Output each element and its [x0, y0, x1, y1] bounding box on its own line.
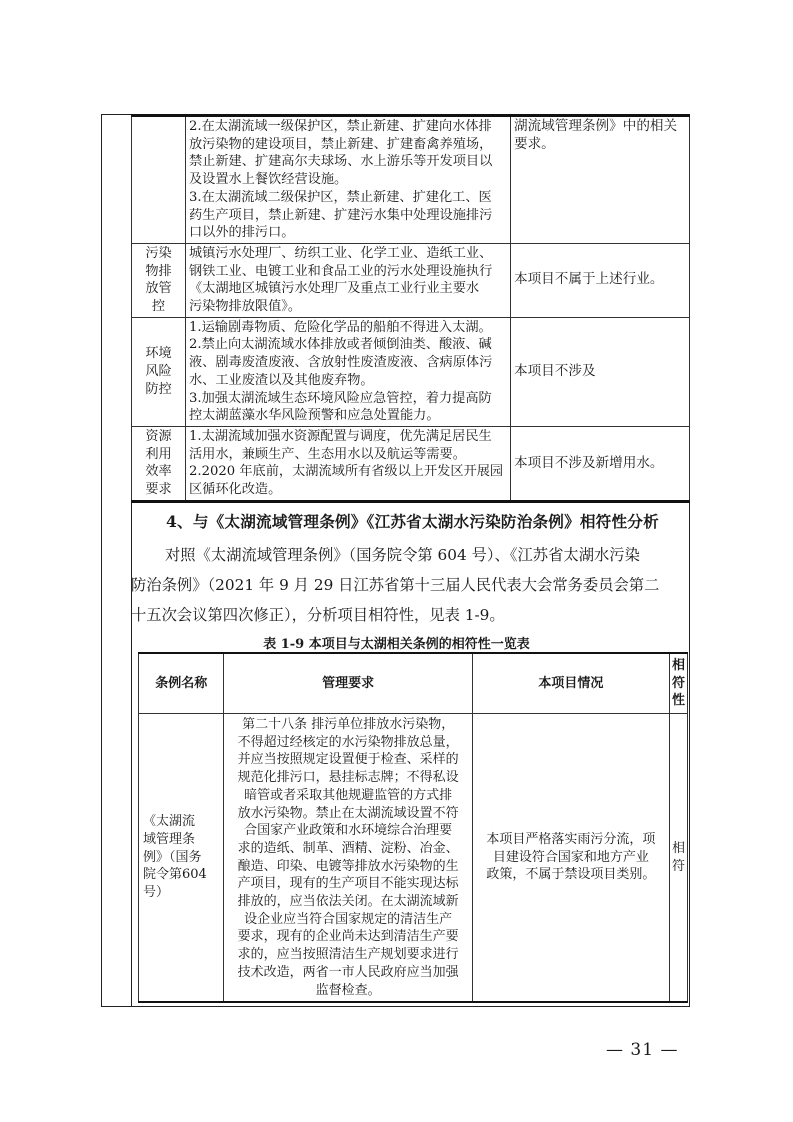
text-line: 相	[671, 840, 685, 856]
table-row	[139, 714, 688, 1003]
text-line: 目建设符合国家和地方产业	[492, 849, 649, 865]
table-row	[132, 317, 690, 426]
text-line: 产项目，现有的生产项目不能实现达标	[237, 876, 459, 892]
zoning-requirements-table	[131, 114, 690, 503]
section-heading: 4、与《太湖流域管理条例》《江苏省太湖水污染防治条例》相符性分析	[166, 512, 659, 531]
text-line: 求的，应当按照清洁生产规划要求进行	[237, 947, 459, 963]
text-line: 液、剧毒废渣废液、含放射性废渣废液、含病原体污	[189, 355, 493, 371]
text-line: 并应当按照规定设置便于检查、采样的	[237, 752, 459, 768]
text-line: 放水污染物。禁止在太湖流域设置不符	[237, 805, 459, 821]
table-caption: 表 1-9 本项目与太湖相关条例的相符性一览表	[263, 637, 530, 652]
text-line: 活用水，兼顾生产、生态用水以及航运等需要。	[189, 446, 466, 462]
text-line: 合国家产业政策和水环境综合治理要	[244, 823, 453, 839]
text-line: 院令第604	[143, 867, 207, 883]
requirement-cell	[224, 714, 472, 1003]
table-row	[132, 116, 690, 244]
status-cell: 本项目不属于上述行业。	[511, 243, 690, 317]
text-line: 口以外的排污口。	[189, 225, 295, 241]
header-char: 相	[671, 657, 685, 673]
text-line: 酿造、印染、电镀等排放水污染物的生	[237, 858, 459, 874]
category-line: 环境	[145, 346, 172, 362]
status-cell: 本项目不涉及新增用水。	[511, 426, 690, 501]
text-line: 3.在太湖流域二级保护区，禁止新建、扩建化工、医	[189, 189, 492, 205]
text-line: 1.运输剧毒物质、危险化学品的船舶不得进入太湖。	[189, 319, 492, 335]
paragraph-line: 十五次会议第四次修正），分析项目相符性，见表 1-9。	[131, 606, 505, 624]
header-char: 符	[671, 675, 685, 691]
text-line: 2.2020 年底前，太湖流域所有省级以上开发区开展园	[189, 464, 504, 480]
category-line: 防控	[145, 381, 172, 397]
text-line: 及设置水上餐饮经营设施。	[189, 172, 348, 188]
text-line: 第二十八条 排污单位排放水污染物，	[242, 717, 455, 732]
text-line: 求的造纸、制革、酒精、淀粉、冶金、	[237, 840, 459, 856]
category-cell	[132, 243, 186, 317]
category-line: 物排	[145, 263, 172, 279]
category-line: 风险	[145, 363, 172, 379]
table-header-row	[139, 653, 688, 714]
text-line: 本项目严格落实雨污分流，项	[486, 832, 656, 848]
category-line: 放管	[145, 281, 172, 297]
paragraph-line: 对照《太湖流域管理条例》（国务院令第 604 号）、《江苏省太湖水污染	[165, 546, 640, 564]
table-row	[132, 426, 690, 501]
text-line: 排放的，应当依法关闭。在太湖流域新	[237, 894, 459, 910]
category-line: 要求	[145, 482, 172, 498]
text-line: 例》（国务	[143, 849, 202, 865]
text-line: 域管理条	[143, 832, 196, 848]
requirement-cell	[186, 116, 511, 244]
table-row	[132, 243, 690, 317]
text-line: 区循环化改造。	[189, 482, 282, 498]
compliance-table	[138, 652, 688, 1003]
category-line: 资源	[145, 428, 172, 444]
text-line: 设企业应当符合国家规定的清洁生产	[244, 911, 453, 927]
text-line: 符	[671, 858, 685, 874]
category-cell	[132, 317, 186, 426]
requirement-cell	[186, 243, 511, 317]
status-cell: 湖流域管理条例》中的相关要求。	[511, 116, 690, 244]
text-line: 政策，不属于禁设项目类别。	[486, 867, 656, 883]
text-line: 要求，现有的企业尚未达到清洁生产要	[237, 929, 459, 945]
compliance-cell	[669, 714, 687, 1003]
regulation-cell	[139, 714, 224, 1003]
header-regulation: 条例名称	[139, 653, 224, 714]
text-line: 控太湖蓝藻水华风险预警和应急处置能力。	[189, 408, 440, 424]
requirement-cell	[186, 317, 511, 426]
text-line: 放污染物的建设项目，禁止新建、扩建畜禽养殖场，	[189, 136, 493, 152]
category-line: 污染	[145, 245, 172, 261]
text-line: 污染物排放限值》。	[189, 299, 302, 315]
text-line: 3.加强太湖流域生态环境风险应急管控，着力提高防	[189, 390, 492, 406]
category-cell	[132, 116, 186, 244]
text-line: 1.太湖流域加强水资源配置与调度，优先满足居民生	[189, 428, 492, 444]
category-line: 控	[151, 299, 166, 315]
status-cell	[472, 714, 669, 1003]
text-line: 不得超过经核定的水污染物排放总量，	[237, 734, 459, 750]
text-line: 《太湖地区城镇污水处理厂及重点工业行业主要水	[189, 281, 480, 297]
category-line: 利用	[145, 446, 172, 462]
text-line: 暗管或者采取其他规避监管的方式排	[244, 787, 453, 803]
text-line: 2.在太湖流域一级保护区，禁止新建、扩建向水体排	[189, 119, 492, 134]
text-line: 药生产项目，禁止新建、扩建污水集中处理设施排污	[189, 207, 493, 223]
text-line: 2.禁止向太湖流域水体排放或者倾倒油类、酸液、碱	[189, 337, 492, 353]
paragraph-line: 防治条例》（2021 年 9 月 29 日江苏省第十三届人民代表大会常务委员会第二	[131, 576, 660, 594]
requirement-cell	[186, 426, 511, 501]
category-cell	[132, 426, 186, 501]
text-line: 禁止新建、扩建高尔夫球场、水上游乐等开发项目以	[189, 154, 493, 170]
category-line: 效率	[145, 464, 172, 480]
text-line: 监督检查。	[315, 982, 381, 998]
text-line: 号）	[143, 885, 170, 901]
header-char: 性	[671, 693, 685, 709]
text-line: 钢铁工业、电镀工业和食品工业的污水处理设施执行	[189, 263, 493, 279]
text-line: 技术改造，两省一市人民政府应当加强	[237, 964, 459, 980]
status-cell: 本项目不涉及	[511, 317, 690, 426]
text-line: 规范化排污口，悬挂标志牌；不得私设	[237, 770, 459, 786]
page-number: — 31 —	[606, 1040, 679, 1060]
header-requirement: 管理要求	[224, 653, 472, 714]
text-line: 《太湖流	[143, 814, 196, 830]
header-compliance	[669, 653, 687, 714]
text-line: 水、工业废渣以及其他废弃物。	[189, 372, 374, 388]
header-status: 本项目情况	[472, 653, 669, 714]
section-paragraph	[131, 540, 682, 630]
text-line: 城镇污水处理厂、纺织工业、化学工业、造纸工业、	[189, 245, 493, 261]
